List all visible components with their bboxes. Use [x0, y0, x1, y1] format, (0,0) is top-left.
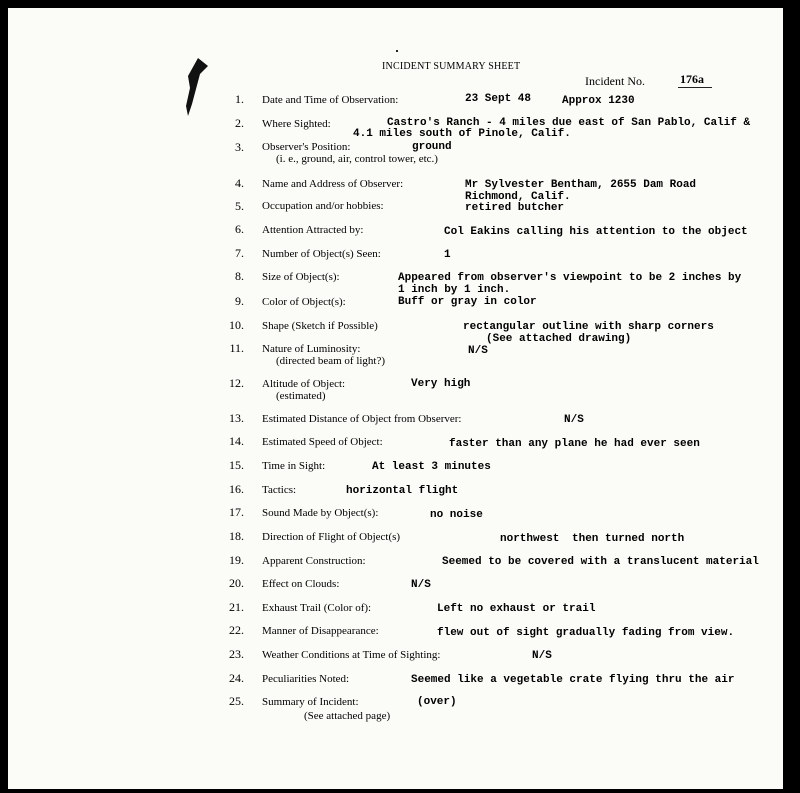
item-answer: Seemed like a vegetable crate flying thru the air — [411, 674, 735, 686]
item-label: Summary of Incident: — [262, 696, 359, 708]
item-label: Time in Sight: — [262, 460, 326, 472]
item-number: 1. — [235, 92, 244, 106]
item-answer: 23 Sept 48 — [465, 93, 532, 105]
page-title: INCIDENT SUMMARY SHEET — [382, 61, 521, 72]
item-answer: Col Eakins calling his attention to the object — [444, 226, 748, 238]
item-answer: Appeared from observer's viewpoint to be 2 inches by — [398, 272, 742, 284]
item-answer: rectangular outline with sharp corners — [463, 321, 714, 333]
item-number: 7. — [235, 246, 244, 260]
item-answer: Castro's Ranch - 4 miles due east of San Pablo, Calif & — [387, 117, 751, 129]
item-label: Apparent Construction: — [262, 555, 366, 567]
item-answer: no noise — [430, 509, 483, 521]
item-number: 13. — [229, 411, 244, 425]
item-label: Nature of Luminosity: — [262, 343, 361, 355]
item-answer: N/S — [564, 414, 584, 426]
item-number: 14. — [229, 434, 244, 448]
item-answer: horizontal flight — [346, 485, 459, 497]
item-answer: N/S — [411, 579, 431, 591]
item-label: Shape (Sketch if Possible) — [262, 320, 378, 332]
item-number: 4. — [235, 176, 244, 190]
item-label: Number of Object(s) Seen: — [262, 248, 381, 260]
item-number: 8. — [235, 269, 244, 283]
item-number: 22. — [229, 623, 244, 637]
item-label: Altitude of Object: — [262, 378, 346, 390]
item-number: 23. — [229, 647, 244, 661]
item-label: Peculiarities Noted: — [262, 673, 350, 685]
item-label: Observer's Position: — [262, 141, 351, 153]
item-number: 17. — [229, 505, 244, 519]
item-label: Sound Made by Object(s): — [262, 507, 379, 519]
item-label: Estimated Distance of Object from Observer: — [262, 413, 462, 425]
item-answer: flew out of sight gradually fading from view. — [437, 627, 735, 639]
item-answer-continued: 4.1 miles south of Pinole, Calif. — [353, 128, 571, 140]
item-answer: northwest — [500, 533, 560, 545]
item-number: 6. — [235, 222, 244, 236]
item-number: 21. — [229, 600, 244, 614]
item-number: 11. — [229, 341, 244, 355]
item-number: 3. — [235, 140, 244, 154]
item-note: (i. e., ground, air, control tower, etc.) — [276, 153, 438, 165]
item-label: Size of Object(s): — [262, 271, 340, 283]
item-note: (directed beam of light?) — [276, 355, 386, 367]
item-label: Date and Time of Observation: — [262, 94, 399, 106]
item-answer: faster than any plane he had ever seen — [449, 438, 700, 450]
item-number: 5. — [235, 199, 244, 213]
item-answer: Very high — [411, 378, 471, 390]
item-number: 20. — [229, 576, 244, 590]
item-answer: 1 — [444, 249, 451, 261]
scan-edge — [783, 8, 800, 793]
item-number: 25. — [229, 694, 244, 708]
item-answer: ground — [412, 141, 452, 153]
item-note: (estimated) — [276, 390, 326, 402]
item-answer: Approx 1230 — [562, 95, 635, 107]
item-label: Manner of Disappearance: — [262, 625, 379, 637]
item-answer: Seemed to be covered with a translucent material — [442, 556, 759, 568]
item-answer: N/S — [532, 650, 552, 662]
item-answer: At least 3 minutes — [372, 461, 491, 473]
item-label: Exhaust Trail (Color of): — [262, 602, 372, 614]
item-answer-continued: (See attached drawing) — [486, 333, 632, 345]
item-label: Name and Address of Observer: — [262, 178, 404, 190]
item-answer: Buff or gray in color — [398, 296, 537, 308]
item-answer-continued: Richmond, Calif. — [465, 191, 571, 203]
item-number: 12. — [229, 376, 244, 390]
item-number: 19. — [229, 553, 244, 567]
incident-number-value: 176a — [678, 72, 712, 88]
item-label: Occupation and/or hobbies: — [262, 200, 384, 212]
item-label: Effect on Clouds: — [262, 578, 340, 590]
item-number: 9. — [235, 294, 244, 308]
item-label: Attention Attracted by: — [262, 224, 364, 236]
item-label: Direction of Flight of Object(s) — [262, 531, 401, 543]
item-label: Weather Conditions at Time of Sighting: — [262, 649, 441, 661]
item-label: Estimated Speed of Object: — [262, 436, 383, 448]
item-answer-continued: 1 inch by 1 inch. — [398, 284, 511, 296]
item-label: Tactics: — [262, 484, 297, 496]
item-answer: retired butcher — [465, 202, 565, 214]
item-answer: Left no exhaust or trail — [437, 603, 596, 615]
item-number: 16. — [229, 482, 244, 496]
item-number: 10. — [229, 318, 244, 332]
item-answer: Mr Sylvester Bentham, 2655 Dam Road — [465, 179, 697, 191]
item-label: Where Sighted: — [262, 118, 331, 130]
pen-mark-icon — [178, 54, 212, 118]
item-number: 15. — [229, 458, 244, 472]
speck — [396, 50, 398, 52]
incident-number-label: Incident No. — [585, 74, 645, 88]
item-answer: (over) — [417, 696, 457, 708]
item-number: 24. — [229, 671, 244, 685]
item-number: 2. — [235, 116, 244, 130]
item-answer: then turned north — [572, 533, 685, 545]
item-note: (See attached page) — [304, 710, 391, 722]
item-label: Color of Object(s): — [262, 296, 346, 308]
item-answer: N/S — [468, 345, 488, 357]
item-number: 18. — [229, 529, 244, 543]
